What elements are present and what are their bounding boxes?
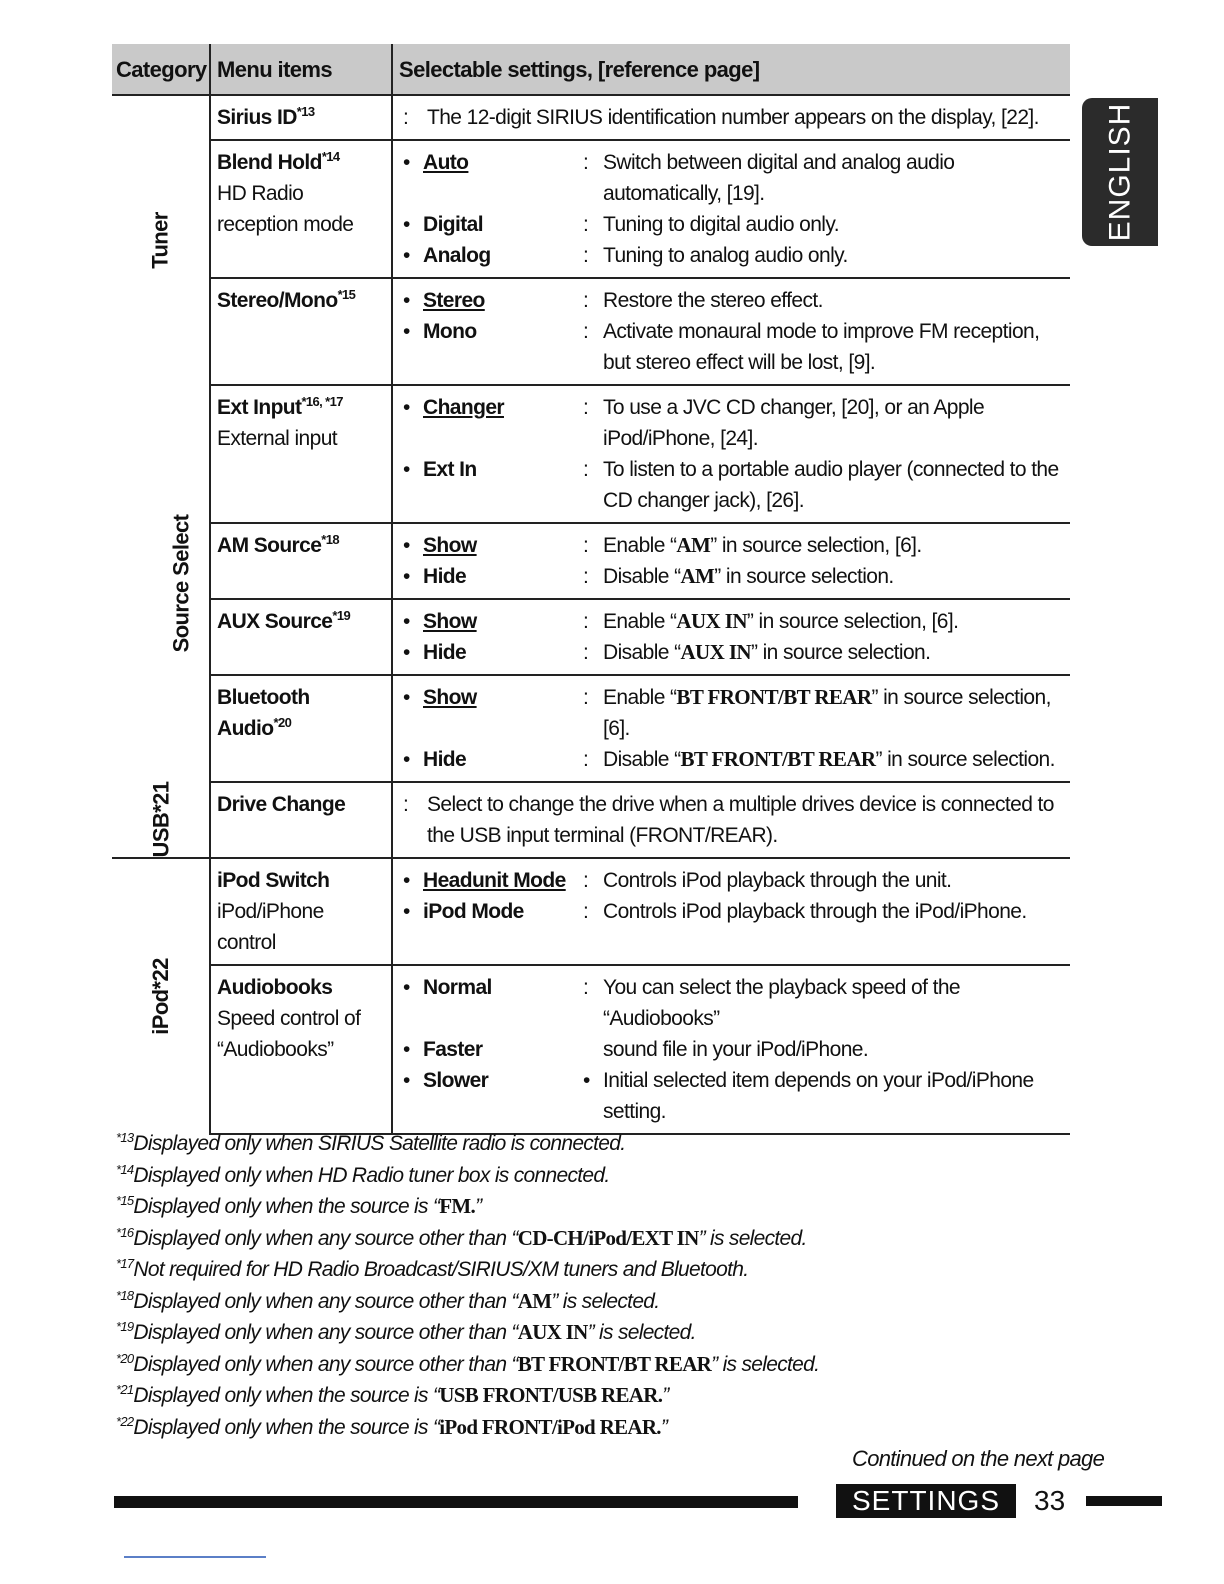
footnote [116,1317,1016,1349]
setting-option [399,316,1064,378]
language-label: ENGLISH [1103,102,1136,242]
footnote-prefix: Displayed only when any source other than “ [133,1321,518,1344]
colon [583,1034,603,1065]
footnote-source-name: iPod FRONT/iPod REAR. [439,1414,661,1439]
bullet-icon: • [403,869,410,892]
bullet-icon: • [403,534,410,557]
bullet-icon: • [403,213,410,236]
menu-item-cell [210,140,392,278]
footnote-suffix: ” is selected. [551,1289,660,1313]
bullet-icon: • [583,1069,590,1092]
desc-source-name: BT FRONT/BT REAR [680,747,876,771]
bullet-icon: • [403,976,410,999]
category-cell [112,95,210,385]
footnote-mark: *20 [116,1350,134,1366]
setting-option [399,1034,1064,1065]
option-description [603,637,1064,668]
menu-item-title [217,102,385,133]
option-description: Restore the stereo effect. [603,289,823,312]
option-name-default: Show [423,686,477,709]
table-row [112,140,1070,278]
continued-note: Continued on the next page [852,1446,1105,1471]
desc-source-name: AM [676,533,711,557]
setting-option [399,682,1064,744]
option-name-default: Headunit Mode [423,869,566,892]
desc-source-name: AM [680,564,715,588]
table-body [112,95,1070,1134]
table-row [112,675,1070,782]
footnote-prefix: Displayed only when the source is “ [133,1195,440,1218]
colon: : [583,320,589,343]
option-description [603,682,1064,744]
desc-source-name: AUX IN [680,640,751,664]
option-name-default: Show [423,534,477,557]
menu-item-cell [210,278,392,385]
desc-prefix: Enable “ [603,534,677,557]
option-description [603,561,1064,592]
footnote [116,1254,1016,1286]
desc-source-name: BT FRONT/BT REAR [676,685,872,709]
footnote-mark: *21 [116,1382,134,1397]
footnote [116,1286,1016,1318]
desc-suffix: ” in source selection. [875,748,1055,771]
footnote-suffix: ” [660,1415,668,1439]
footnote-mark: *13 [116,1130,134,1145]
footnote-source-name: AUX IN [517,1320,588,1344]
category-label: Tuner [147,211,173,269]
colon: : [583,151,589,174]
setting-description [399,102,1064,133]
menu-item-name: AUX Source [217,610,333,633]
desc-prefix: Enable “ [603,686,677,709]
footnote-mark: *17 [116,1256,134,1271]
footnote-suffix: ” is selected. [587,1321,696,1344]
header-settings: Selectable settings, [reference page] [392,44,1070,95]
header-category: Category [112,44,210,95]
bottom-divider [124,1556,266,1558]
category-label: iPod*22 [148,957,173,1035]
bullet-icon: • [403,320,410,343]
colon: : [583,900,589,923]
menu-item-title [217,147,385,178]
footnote-ref: *15 [337,287,356,302]
footnotes [116,1128,1016,1443]
colon: : [583,289,589,312]
footnote-prefix: Displayed only when the source is “ [133,1384,440,1407]
option-name: Normal [423,976,492,999]
footnote-suffix: ” is selected. [711,1352,820,1376]
bullet-icon: • [403,396,410,419]
desc-prefix: Disable “ [603,641,681,664]
setting-option [399,530,1064,561]
footnote-mark: *22 [116,1413,134,1429]
bullet-icon: • [403,1069,410,1092]
colon: : [583,976,589,999]
colon: : [583,244,589,267]
setting-option [399,972,1064,1034]
settings-cell [392,965,1070,1134]
settings-cell [392,140,1070,278]
table-header-row [112,44,1070,95]
footnote-source-name: BT FRONT/BT REAR [517,1351,712,1376]
menu-item-title [217,682,385,744]
footnote-prefix: Displayed only when any source other than “ [133,1352,518,1376]
colon: : [583,686,589,709]
option-name-default: Changer [423,396,504,419]
colon: : [583,610,589,633]
description-text: Select to change the drive when a multiple drives device is connected to the USB input terminal (FRONT/REAR). [427,793,1054,847]
bullet-icon: • [403,289,410,312]
footnote-mark: *18 [116,1287,134,1303]
option-description: Switch between digital and analog audio automatically, [19]. [603,151,955,205]
option-description: Activate monaural mode to improve FM reception, but stereo effect will be lost, [9]. [603,320,1040,374]
menu-item-name: AM Source [217,534,322,557]
footnote-source-name: USB FRONT/USB REAR. [439,1383,663,1407]
menu-item-cell [210,523,392,599]
menu-item-name: Ext Input [217,396,302,419]
menu-item-cell [210,385,392,523]
footnote-text: Displayed only when HD Radio tuner box is connected. [133,1163,610,1187]
footnote-prefix: Displayed only when any source other than “ [133,1289,518,1313]
table-row [112,385,1070,523]
colon: : [583,534,589,557]
settings-cell [392,385,1070,523]
footnote-suffix: ” is selected. [698,1226,807,1250]
settings-cell [392,95,1070,140]
colon: : [583,869,589,892]
menu-item-title [217,285,385,316]
colon: : [583,213,589,236]
footnote-ref: *14 [321,149,340,164]
language-tab [1082,98,1158,246]
option-description: Tuning to digital audio only. [603,213,839,236]
bullet-icon: • [403,610,410,633]
setting-option [399,744,1064,775]
page-number: 33 [1034,1485,1066,1516]
colon: : [583,641,589,664]
category-cell [112,858,210,1134]
bullet-icon: • [403,151,410,174]
menu-item-name: Blend Hold [217,151,322,174]
menu-item-subtitle: HD Radio reception mode [217,182,354,236]
footnote-suffix: ” [475,1195,482,1218]
menu-item-title [217,392,385,423]
description-text: The 12-digit SIRIUS identification number appears on the display, [22]. [427,106,1039,129]
colon: : [403,793,409,816]
option-description [603,744,1064,775]
setting-option [399,865,1064,896]
footnote-source-name: AM [517,1288,552,1313]
footnote-mark: *14 [116,1161,134,1177]
footnote-ref: *19 [332,608,351,623]
menu-item-subtitle: iPod/iPhone control [217,900,324,954]
colon: : [583,748,589,771]
footnote [116,1380,1016,1412]
table-row [112,599,1070,675]
option-name: Ext In [423,458,477,481]
option-description: Controls iPod playback through the unit. [603,869,952,892]
menu-item-cell [210,675,392,782]
settings-cell [392,278,1070,385]
menu-item-name: Sirius ID [217,106,297,129]
option-name: Faster [423,1038,483,1061]
footnote [116,1223,1016,1255]
menu-item-cell [210,965,392,1134]
option-description [603,606,1064,637]
option-description: Controls iPod playback through the iPod/iPhone. [603,900,1027,923]
colon: : [403,106,409,129]
menu-item-title [217,606,385,637]
footnote [116,1191,1016,1223]
footnote-prefix: Displayed only when any source other than “ [133,1226,518,1250]
setting-option [399,561,1064,592]
setting-option [399,209,1064,240]
option-name: Analog [423,244,491,267]
setting-option [399,147,1064,209]
menu-item-name: Audiobooks [217,976,333,999]
option-description: To use a JVC CD changer, [20], or an Apple iPod/iPhone, [24]. [603,396,985,450]
setting-description [399,789,1064,851]
desc-suffix: ” in source selection, [6]. [746,610,959,633]
setting-option [399,637,1064,668]
table-row [112,278,1070,385]
header-menu-items: Menu items [210,44,392,95]
settings-cell [392,523,1070,599]
option-description: To listen to a portable audio player (connected to the CD changer jack), [26]. [603,458,1059,512]
footnote-prefix: Displayed only when the source is “ [133,1415,440,1439]
settings-cell [392,782,1070,858]
colon: : [583,458,589,481]
menu-item-title [217,865,385,896]
desc-suffix: ” in source selection, [6]. [710,534,922,557]
footer-section-label: SETTINGS [836,1484,1016,1518]
settings-cell [392,858,1070,965]
footer-rule-right [1086,1496,1162,1506]
footnote-source-name: CD-CH/iPod/EXT IN [517,1225,699,1250]
option-name-default: Show [423,610,477,633]
footnote-mark: *19 [116,1319,134,1334]
footnote-text: Displayed only when SIRIUS Satellite radio is connected. [133,1132,626,1155]
table-row [112,965,1070,1134]
menu-item-name: iPod Switch [217,869,330,892]
menu-item-title [217,789,385,820]
footnote-ref: *13 [296,104,315,119]
category-label: Source Select [168,514,194,652]
colon: : [583,565,589,588]
desc-prefix: Enable “ [603,610,677,633]
category-cell [112,385,210,782]
settings-cell [392,675,1070,782]
option-description: Initial selected item depends on your iPod/iPhone setting. [603,1069,1034,1123]
footnote-mark: *16 [116,1224,134,1240]
desc-suffix: ” in source selection, [6]. [603,686,1051,740]
footnote [116,1160,1016,1192]
table-row [112,858,1070,965]
footer-rule-left [114,1496,798,1508]
footnote [116,1349,1016,1381]
option-name-default: Auto [423,151,469,174]
option-name: iPod Mode [423,900,524,923]
menu-item-cell [210,782,392,858]
table-row [112,95,1070,140]
desc-suffix: ” in source selection. [714,565,894,588]
bullet-icon: • [403,565,410,588]
desc-source-name: AUX IN [676,609,747,633]
bullet-icon: • [403,458,410,481]
category-label: USB*21 [147,781,173,857]
bullet-icon: • [403,686,410,709]
bullet-icon: • [403,641,410,664]
option-description: Tuning to analog audio only. [603,244,848,267]
bullet-icon: • [403,900,410,923]
setting-option [399,285,1064,316]
menu-item-subtitle: Speed control of “Audiobooks” [217,1007,361,1061]
option-name-default: Stereo [423,289,485,312]
footnote-ref: *16, *17 [301,394,343,409]
footnote-text: Not required for HD Radio Broadcast/SIRIUS/XM tuners and Bluetooth. [133,1258,749,1281]
option-description [603,530,1064,561]
bullet-icon: • [403,244,410,267]
option-name: Digital [423,213,483,236]
menu-item-cell [210,599,392,675]
desc-prefix: Disable “ [603,748,681,771]
menu-item-cell [210,858,392,965]
bullet-icon: • [403,748,410,771]
setting-option [399,454,1064,516]
menu-item-title [217,972,385,1003]
desc-prefix: Disable “ [603,565,681,588]
setting-option [399,1065,1064,1127]
table-row [112,523,1070,599]
setting-option [399,606,1064,637]
desc-suffix: ” in source selection. [750,641,931,664]
footnote [116,1128,1016,1160]
setting-option [399,240,1064,271]
option-description: You can select the playback speed of the “Audiobooks” [603,976,960,1030]
menu-item-cell [210,95,392,140]
setting-option [399,392,1064,454]
table-row [112,782,1070,858]
option-description: sound file in your iPod/iPhone. [603,1038,869,1061]
option-name: Mono [423,320,477,343]
menu-item-name: Bluetooth Audio [217,686,310,740]
settings-cell [392,599,1070,675]
option-name: Hide [423,748,467,771]
option-name: Hide [423,641,467,664]
menu-item-subtitle: External input [217,427,338,450]
footnote [116,1412,1016,1444]
settings-table [112,44,1070,1135]
menu-item-name: Drive Change [217,793,346,816]
footnote-ref: *18 [321,532,340,547]
option-name: Slower [423,1069,489,1092]
option-name: Hide [423,565,467,588]
footnote-mark: *15 [116,1193,134,1208]
menu-item-name: Stereo/Mono [217,289,338,312]
footnote-source-name: FM. [439,1194,476,1218]
bullet-icon: • [403,1038,410,1061]
footnote-suffix: ” [662,1384,669,1407]
category-cell [112,782,210,858]
menu-item-title [217,530,385,561]
footnote-ref: *20 [273,715,292,730]
setting-option [399,896,1064,927]
colon: : [583,396,589,419]
